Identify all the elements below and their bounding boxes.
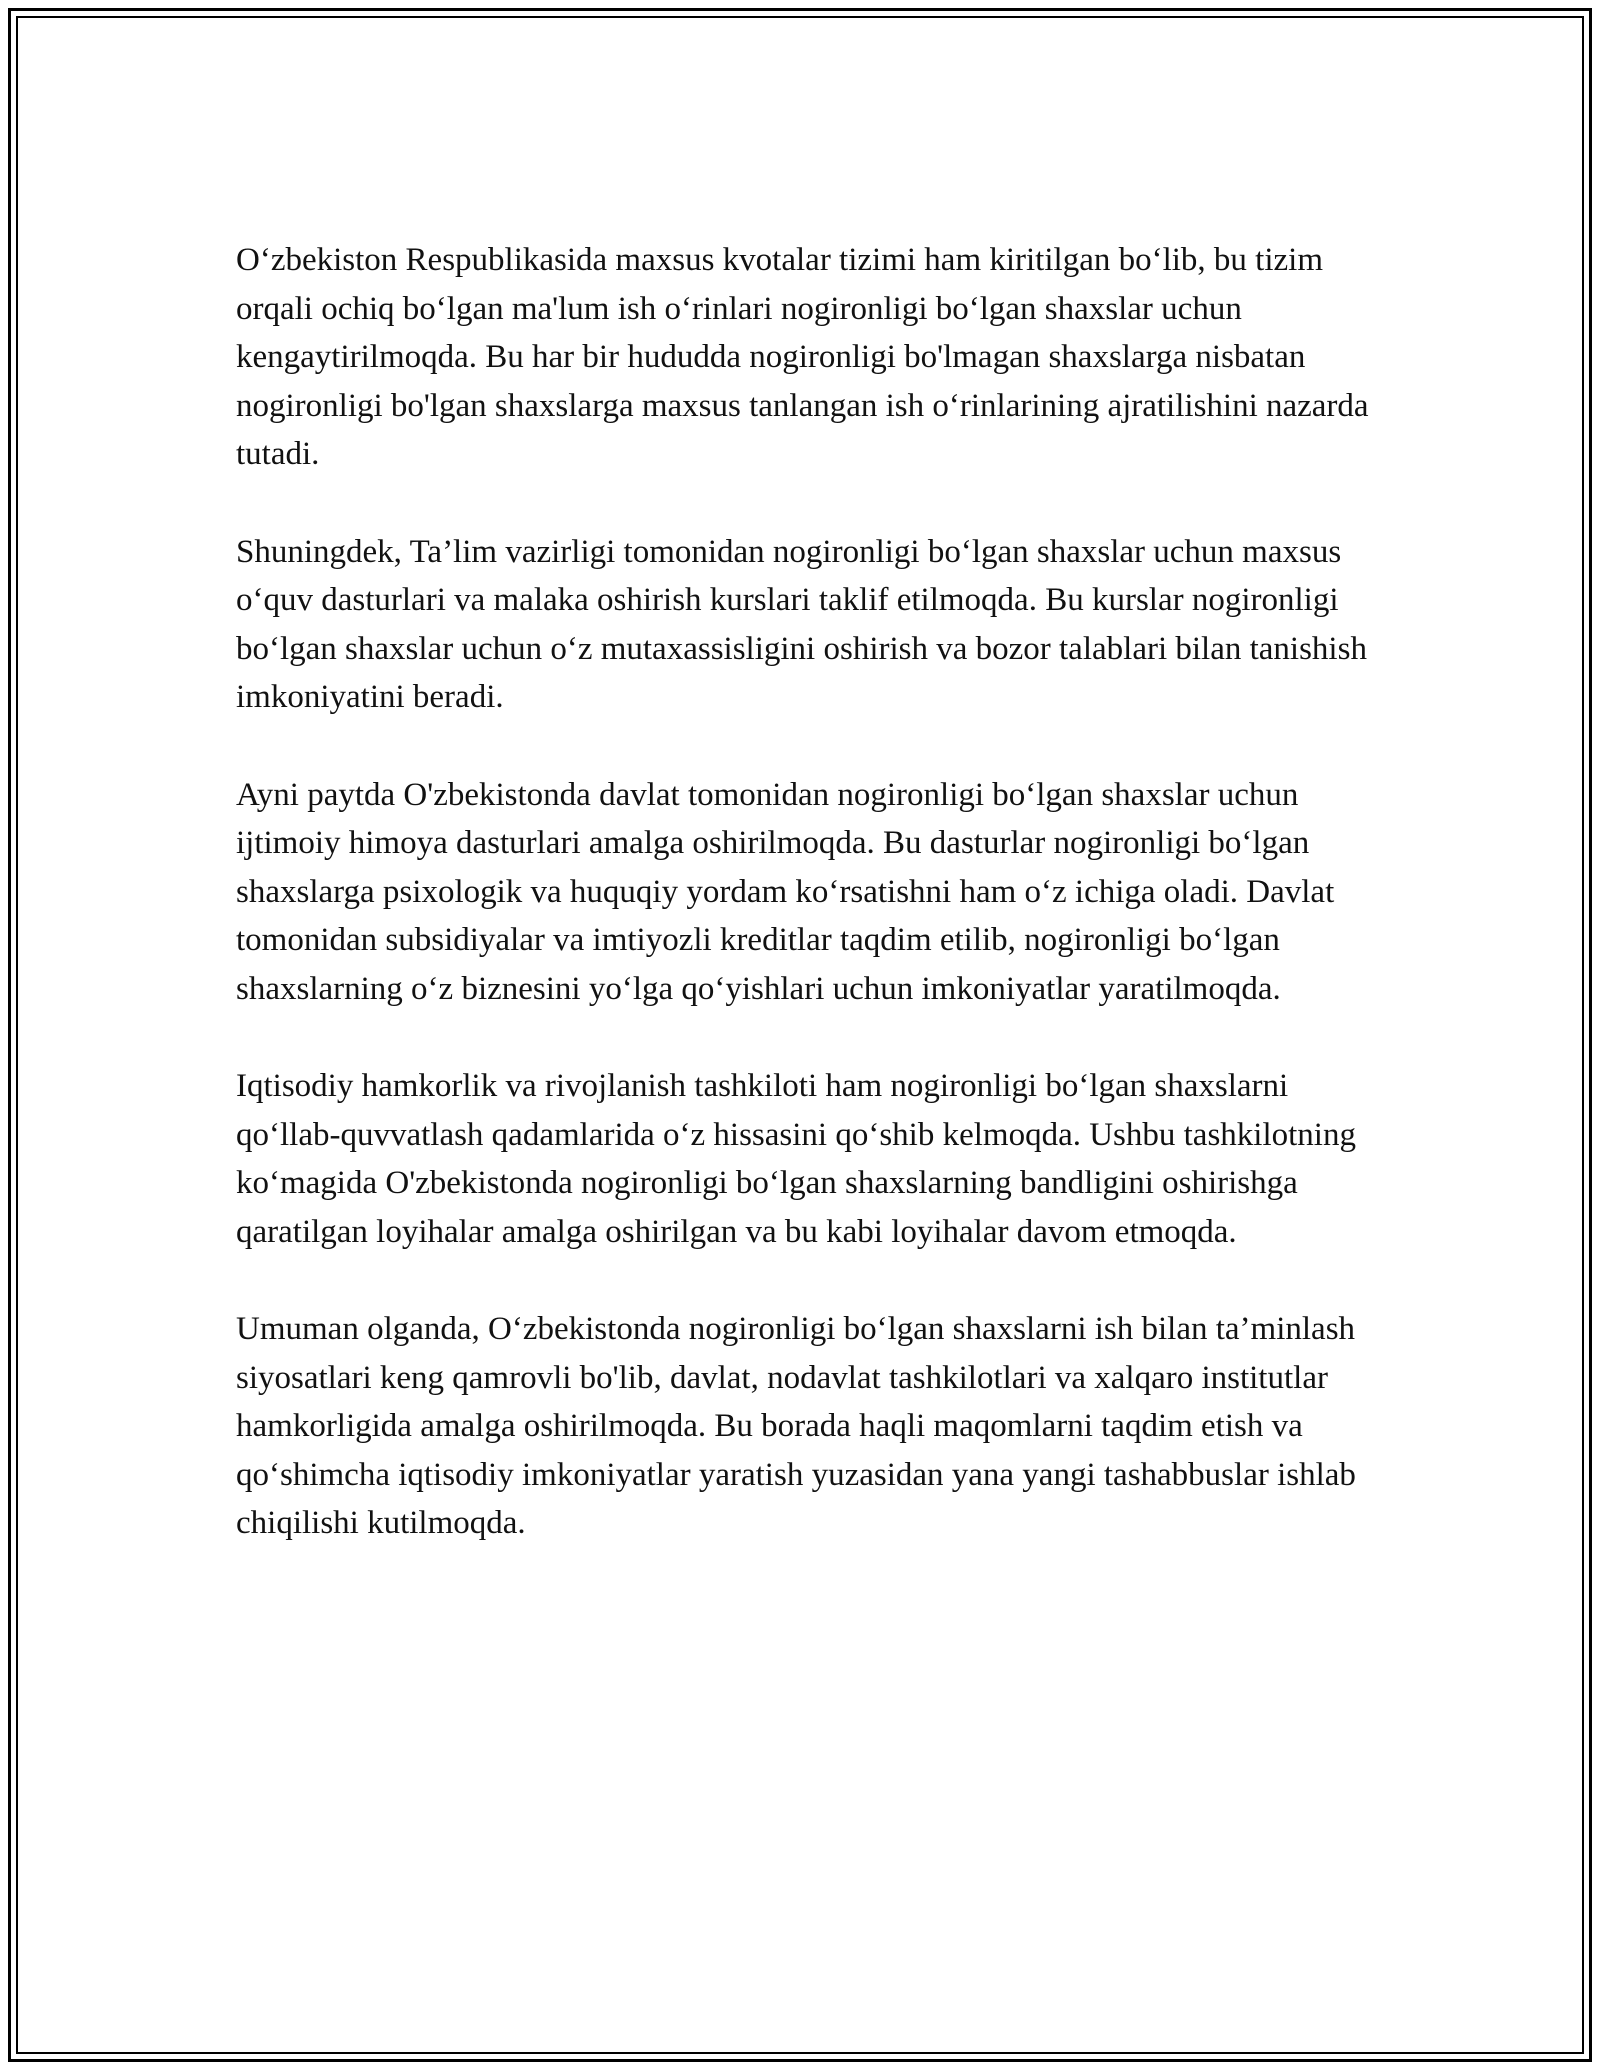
paragraph: Shuningdek, Ta’lim vazirligi tomonidan nogironligi bo‘lgan shaxslar uchun maxsus o‘quv dasturlari va malaka oshirish kurslari taklif etilmoqda. Bu kurslar nogironligi bo‘lgan shaxslar uchun o‘z mutaxassisligini oshirish va bozor talablari bilan tanishish imkoniyatini beradi. (236, 533, 1367, 716)
paragraph: Iqtisodiy hamkorlik va rivojlanish tashkiloti ham nogironligi bo‘lgan shaxslarni qo‘llab-quvvatlash qadamlarida o‘z hissasini qo‘shib kelmoqda. Ushbu tashkilotning ko‘magida O'zbekistonda nogironligi bo‘lgan shaxslarning bandligini oshirishga qaratilgan loyihalar amalga oshirilgan va bu kabi loyihalar davom etmoqda. (236, 1068, 1356, 1250)
document-body (236, 236, 1376, 1597)
paragraph: Umuman olganda, O‘zbekistonda nogironligi bo‘lgan shaxslarni ish bilan ta’minlash siyosatlari keng qamrovli bo'lib, davlat, nodavlat tashkilotlari va xalqaro institutlar hamkorligida amalga oshirilmoqda. Bu borada haqli maqomlarni taqdim etish va qo‘shimcha iqtisodiy imkoniyatlar yaratish yuzasidan yana yangi tashabbuslar ishlab chiqilishi kutilmoqda. (236, 1311, 1356, 1542)
paragraph: Ayni paytda O'zbekistonda davlat tomonidan nogironligi bo‘lgan shaxslar uchun ijtimoiy himoya dasturlari amalga oshirilmoqda. Bu dasturlar nogironligi bo‘lgan shaxslarga psixologik va huquqiy yordam ko‘rsatishni ham o‘z ichiga oladi. Davlat tomonidan subsidiyalar va imtiyozli kreditlar taqdim etilib, nogironligi bo‘lgan shaxslarning o‘z biznesini yo‘lga qo‘yishlari uchun imkoniyatlar yaratilmoqda. (236, 776, 1335, 1007)
paragraph: O‘zbekiston Respublikasida maxsus kvotalar tizimi ham kiritilgan bo‘lib, bu tizim orqali ochiq bo‘lgan ma'lum ish o‘rinlari nogironligi bo‘lgan shaxslar uchun kengaytirilmoqda. Bu har bir hududda nogironligi bo'lmagan shaxslarga nisbatan nogironligi bo'lgan shaxslarga maxsus tanlangan ish o‘rinlarining ajratilishini nazarda tutadi. (236, 242, 1369, 473)
